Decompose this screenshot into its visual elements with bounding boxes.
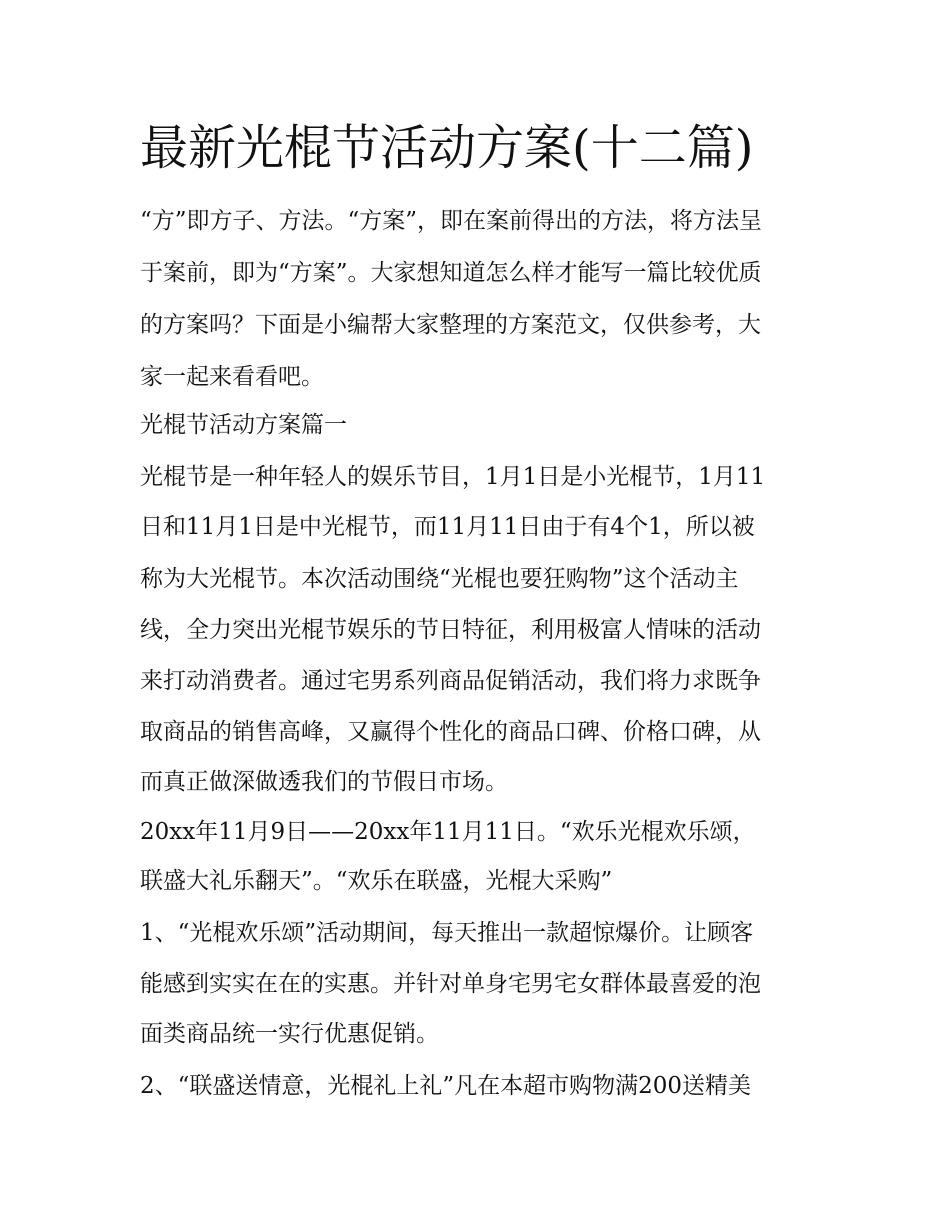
body-line: 1、“光棍欢乐颂”活动期间，每天推出一款超惊爆价。让顾客 <box>140 920 754 946</box>
body-line: 称为大光棍节。本次活动围绕“光棍也要狂购物”这个活动主 <box>140 566 739 592</box>
body-line: 而真正做深做透我们的节假日市场。 <box>140 769 508 795</box>
body-line: 于案前，即为“方案”。大家想知道怎么样才能写一篇比较优质 <box>140 260 762 286</box>
body-line: 取商品的销售高峰，又赢得个性化的商品口碑、价格口碑，从 <box>140 719 761 745</box>
body-line: 家一起来看看吧。 <box>140 364 324 390</box>
body-line: 20xx年11月9日——20xx年11月11日。“欢乐光棍欢乐颂， <box>140 819 756 845</box>
body-line: 能感到实实在在的实惠。并针对单身宅男宅女群体最喜爱的泡 <box>140 971 761 997</box>
body-line: 来打动消费者。通过宅男系列商品促销活动，我们将力求既争 <box>140 668 761 694</box>
document-title: 最新光棍节活动方案(十二篇) <box>140 120 754 176</box>
body-line: “方”即方子、方法。“方案”，即在案前得出的方法，将方法呈 <box>140 208 763 234</box>
section-heading: 光棍节活动方案篇一 <box>140 412 347 438</box>
body-line: 线，全力突出光棍节娱乐的节日特征，利用极富人情味的活动 <box>140 617 761 643</box>
body-line: 联盛大礼乐翻天”。“欢乐在联盛，光棍大采购” <box>140 868 613 894</box>
body-line: 面类商品统一实行优惠促销。 <box>140 1021 439 1047</box>
body-line: 光棍节是一种年轻人的娱乐节目，1月1日是小光棍节，1月11 <box>140 464 766 490</box>
body-line: 的方案吗？下面是小编帮大家整理的方案范文，仅供参考，大 <box>140 312 761 338</box>
body-line: 日和11月1日是中光棍节，而11月11日由于有4个1，所以被 <box>140 514 755 540</box>
body-line: 2、“联盛送情意，光棍礼上礼”凡在本超市购物满200送精美 <box>140 1073 752 1099</box>
